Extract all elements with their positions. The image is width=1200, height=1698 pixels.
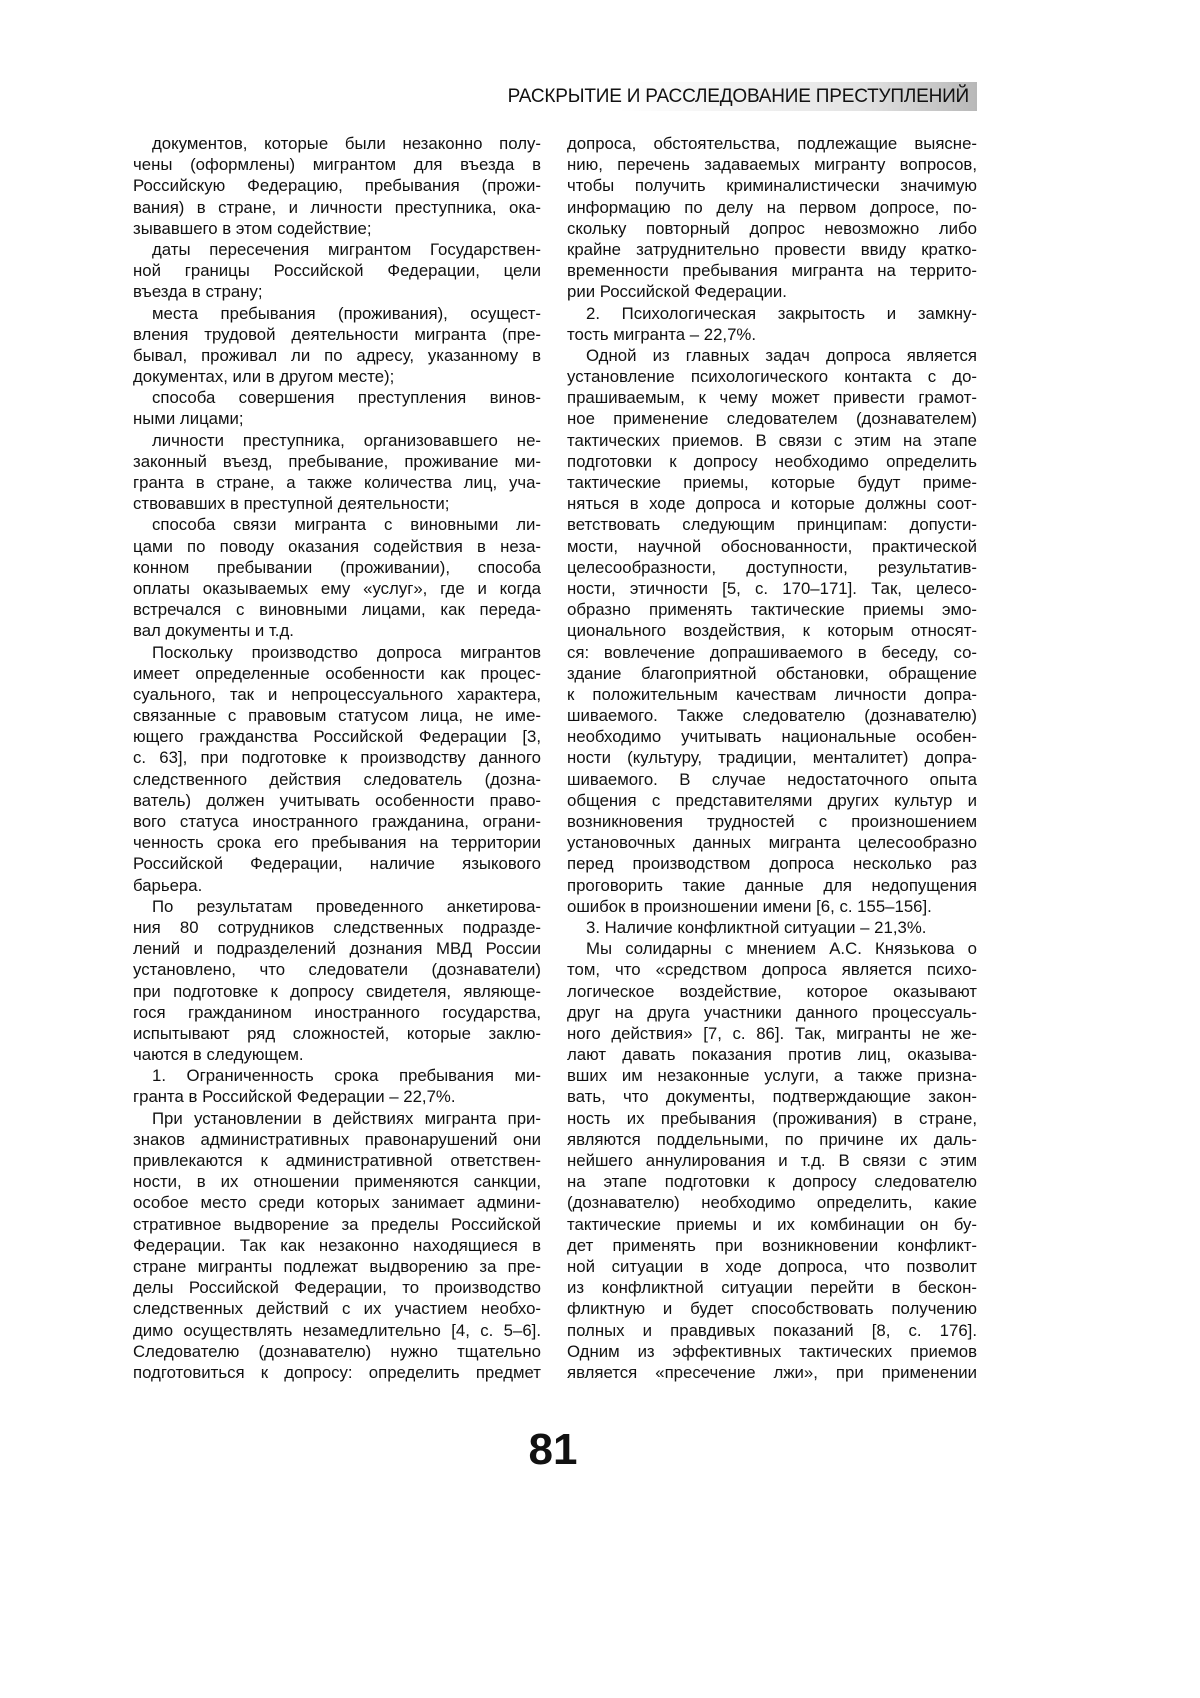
- text-line: ными лицами;: [133, 408, 541, 429]
- text-line: из конфликтной ситуации перейти в бескон-: [567, 1277, 977, 1298]
- text-line: ности, этичности [5, с. 170–171]. Так, целесо-: [567, 578, 977, 599]
- paragraph: [133, 133, 541, 239]
- text-line: Мы солидарны с мнением А.С. Князькова о: [567, 938, 977, 959]
- text-line: особое место среди которых занимает админи-: [133, 1192, 541, 1213]
- text-line: образно применять тактические приемы эмо-: [567, 599, 977, 620]
- paragraph: [133, 387, 541, 429]
- text-line: чаются в следующем.: [133, 1044, 541, 1065]
- text-line: способа связи мигранта с виновными ли-: [133, 514, 541, 535]
- text-line: (дознавателю) необходимо определить, какие: [567, 1192, 977, 1213]
- text-line: въезда в страну;: [133, 281, 541, 302]
- text-line: логическое воздействие, которое оказывают: [567, 981, 977, 1002]
- text-line: няться в ходе допроса и которые должны соот-: [567, 493, 977, 514]
- text-line: тость мигранта – 22,7%.: [567, 324, 977, 345]
- text-line: рии Российской Федерации.: [567, 281, 977, 302]
- text-line: установление психологического контакта с до-: [567, 366, 977, 387]
- text-line: следственного действия следователь (дозна-: [133, 769, 541, 790]
- text-line: личности преступника, организовавшего не-: [133, 430, 541, 451]
- text-line: законный въезд, пребывание, проживание ми-: [133, 451, 541, 472]
- text-line: ности, в их отношении применяются санкции,: [133, 1171, 541, 1192]
- text-line: вления трудовой деятельности мигранта (пре-: [133, 324, 541, 345]
- text-line: испытывают ряд сложностей, которые заклю-: [133, 1023, 541, 1044]
- text-line: связанные с правовым статусом лица, не име-: [133, 705, 541, 726]
- text-line: встречался с виновными лицами, как переда-: [133, 599, 541, 620]
- text-line: ствовавших в преступной деятельности;: [133, 493, 541, 514]
- text-line: дет применять при возникновении конфликт-: [567, 1235, 977, 1256]
- text-line: 1. Ограниченность срока пребывания ми-: [133, 1065, 541, 1086]
- text-line: барьера.: [133, 875, 541, 896]
- paragraph: [567, 303, 977, 345]
- text-line: цами по поводу оказания содействия в неза-: [133, 536, 541, 557]
- text-line: допроса, обстоятельства, подлежащие выясне-: [567, 133, 977, 154]
- text-line: Федерации. Так как незаконно находящиеся в: [133, 1235, 541, 1256]
- text-line: бывал, проживал ли по адресу, указанному в: [133, 345, 541, 366]
- text-line: ной границы Российской Федерации, цели: [133, 260, 541, 281]
- text-line: ной ситуации в ходе допроса, что позволит: [567, 1256, 977, 1277]
- text-line: оплаты оказываемых ему «услуг», где и когда: [133, 578, 541, 599]
- text-line: вания) в стране, и личности преступника, ока-: [133, 197, 541, 218]
- text-line: прашиваемым, к чему может привести грамот-: [567, 387, 977, 408]
- text-line: лают давать показания против лиц, оказыва-: [567, 1044, 977, 1065]
- text-line: документах, или в другом месте);: [133, 366, 541, 387]
- text-line: подготовиться к допросу: определить предмет: [133, 1362, 541, 1383]
- text-line: тактические приемы и их комбинации он бу-: [567, 1214, 977, 1235]
- text-line: подготовки к допросу необходимо определить: [567, 451, 977, 472]
- text-line: полных и правдивых показаний [8, с. 176].: [567, 1320, 977, 1341]
- text-line: лений и подразделений дознания МВД России: [133, 938, 541, 959]
- text-line: шиваемого. Также следователю (дознавателю): [567, 705, 977, 726]
- text-line: ния 80 сотрудников следственных подразде-: [133, 917, 541, 938]
- text-line: ности (культуру, традиции, менталитет) допра-: [567, 747, 977, 768]
- text-line: стране мигранты подлежат выдворению за пре-: [133, 1256, 541, 1277]
- text-line: перед производством допроса несколько раз: [567, 853, 977, 874]
- text-line: 2. Психологическая закрытость и замкну-: [567, 303, 977, 324]
- paragraph: [567, 133, 977, 303]
- text-line: ветствовать следующим принципам: допусти-: [567, 514, 977, 535]
- paragraph: [133, 303, 541, 388]
- text-line: гося гражданином иностранного государства,: [133, 1002, 541, 1023]
- text-line: знаков административных правонарушений они: [133, 1129, 541, 1150]
- text-line: Поскольку производство допроса мигрантов: [133, 642, 541, 663]
- text-line: временности пребывания мигранта на террито-: [567, 260, 977, 281]
- paragraph: [133, 514, 541, 641]
- text-line: ционального воздействия, к которым относят-: [567, 620, 977, 641]
- text-line: имеет определенные особенности как процес-: [133, 663, 541, 684]
- text-line: По результатам проведенного анкетирова-: [133, 896, 541, 917]
- text-line: шиваемого. В случае недостаточного опыта: [567, 769, 977, 790]
- text-line: являются поддельными, по причине их даль-: [567, 1129, 977, 1150]
- text-line: ность их пребывания (проживания) в стране,: [567, 1108, 977, 1129]
- text-line: даты пересечения мигрантом Государствен-: [133, 239, 541, 260]
- paragraph: [133, 896, 541, 1066]
- text-line: на этапе подготовки к допросу следователю: [567, 1171, 977, 1192]
- text-line: целесообразности, доступности, результатив-: [567, 557, 977, 578]
- paragraph: [133, 1108, 541, 1383]
- text-line: гранта в Российской Федерации – 22,7%.: [133, 1086, 541, 1107]
- text-line: вать, что документы, подтверждающие закон-: [567, 1086, 977, 1107]
- text-line: вого статуса иностранного гражданина, ограни-: [133, 811, 541, 832]
- text-line: суального, так и непроцессуального характера,: [133, 684, 541, 705]
- text-line: возникновения трудностей с произношением: [567, 811, 977, 832]
- text-line: нию, перечень задаваемых мигранту вопросов,: [567, 154, 977, 175]
- right-column: [567, 133, 977, 1383]
- text-line: 3. Наличие конфликтной ситуации – 21,3%.: [567, 917, 977, 938]
- text-line: здание благоприятной обстановки, обращение: [567, 663, 977, 684]
- text-line: делы Российской Федерации, то производство: [133, 1277, 541, 1298]
- text-line: ватель) должен учитывать особенности право-: [133, 790, 541, 811]
- left-column: [133, 133, 541, 1383]
- text-line: конном пребывании (проживании), способа: [133, 557, 541, 578]
- paragraph: [133, 642, 541, 896]
- text-line: необходимо учитывать национальные особен-: [567, 726, 977, 747]
- text-line: мости, научной обоснованности, практической: [567, 536, 977, 557]
- text-line: зывавшего в этом содействие;: [133, 218, 541, 239]
- text-line: Одной из главных задач допроса является: [567, 345, 977, 366]
- text-line: чтобы получить криминалистически значимую: [567, 175, 977, 196]
- paragraph: [133, 1065, 541, 1107]
- text-line: стративное выдворение за пределы Российской: [133, 1214, 541, 1235]
- text-line: вал документы и т.д.: [133, 620, 541, 641]
- text-line: является «пресечение лжи», при применении: [567, 1362, 977, 1383]
- text-line: димо осуществлять незамедлительно [4, с. 5–6].: [133, 1320, 541, 1341]
- text-line: при подготовке к допросу свидетеля, являюще-: [133, 981, 541, 1002]
- text-line: фликтную и будет способствовать получению: [567, 1298, 977, 1319]
- text-line: вших им незаконные услуги, а также призна-: [567, 1065, 977, 1086]
- paragraph: [133, 430, 541, 515]
- text-line: места пребывания (проживания), осущест-: [133, 303, 541, 324]
- text-line: Следователю (дознавателю) нужно тщательно: [133, 1341, 541, 1362]
- text-line: ного действия» [7, с. 86]. Так, мигранты не же-: [567, 1023, 977, 1044]
- text-line: тактические приемы, которые будут приме-: [567, 472, 977, 493]
- paragraph: [133, 239, 541, 303]
- text-line: Одним из эффективных тактических приемов: [567, 1341, 977, 1362]
- text-line: установочных данных мигранта целесообразно: [567, 832, 977, 853]
- text-line: общения с представителями других культур и: [567, 790, 977, 811]
- text-line: проговорить такие данные для недопущения: [567, 875, 977, 896]
- paragraph: [567, 938, 977, 1383]
- page-number: 81: [0, 1425, 1106, 1475]
- text-line: привлекаются к административной ответствен-: [133, 1150, 541, 1171]
- text-line: том, что «средством допроса является психо-: [567, 959, 977, 980]
- text-line: способа совершения преступления винов-: [133, 387, 541, 408]
- text-line: к положительным качествам личности допра-: [567, 684, 977, 705]
- section-title: РАСКРЫТИЕ И РАССЛЕДОВАНИЕ ПРЕСТУПЛЕНИЙ: [508, 86, 969, 108]
- text-line: ошибок в произношении имени [6, с. 155–156].: [567, 896, 977, 917]
- text-line: При установлении в действиях мигранта при-: [133, 1108, 541, 1129]
- text-line: следственных действий с их участием необхо-: [133, 1298, 541, 1319]
- text-line: друг на друга участники данного процессуаль-: [567, 1002, 977, 1023]
- text-line: нейшего аннулирования и т.д. В связи с этим: [567, 1150, 977, 1171]
- text-line: документов, которые были незаконно полу-: [133, 133, 541, 154]
- text-line: ное применение следователем (дознавателем): [567, 408, 977, 429]
- text-line: скольку повторный допрос невозможно либо: [567, 218, 977, 239]
- text-line: установлено, что следователи (дознаватели): [133, 959, 541, 980]
- text-line: информацию по делу на первом допросе, по-: [567, 197, 977, 218]
- text-line: ющего гражданства Российской Федерации [3,: [133, 726, 541, 747]
- text-line: Российской Федерации, наличие языкового: [133, 853, 541, 874]
- paragraph: [567, 917, 977, 938]
- running-header: [500, 82, 977, 111]
- text-line: Российскую Федерацию, пребывания (прожи-: [133, 175, 541, 196]
- paragraph: [567, 345, 977, 917]
- text-line: крайне затруднительно провести ввиду кратко-: [567, 239, 977, 260]
- text-line: ченность срока его пребывания на территории: [133, 832, 541, 853]
- text-line: тактических приемов. В связи с этим на этапе: [567, 430, 977, 451]
- text-line: ся: вовлечение допрашиваемого в беседу, со-: [567, 642, 977, 663]
- text-line: с. 63], при подготовке к производству данного: [133, 747, 541, 768]
- text-line: чены (оформлены) мигрантом для въезда в: [133, 154, 541, 175]
- text-line: гранта в стране, а также количества лиц, уча-: [133, 472, 541, 493]
